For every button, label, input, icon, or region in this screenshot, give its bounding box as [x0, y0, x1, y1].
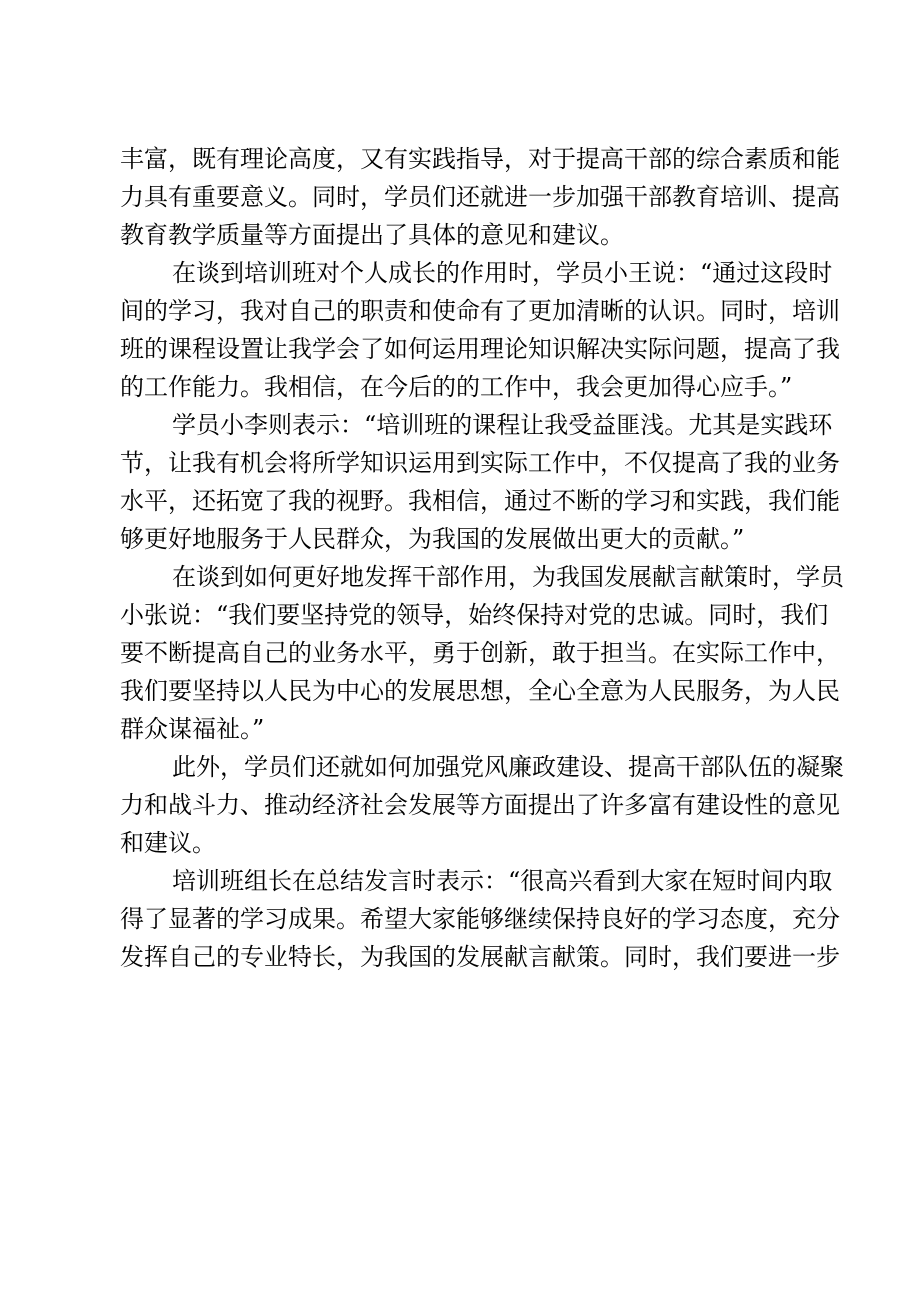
text-line: 间的学习，我对自己的职责和使命有了更加清晰的认识。同时，培训: [120, 297, 840, 325]
text-line: 力具有重要意义。同时，学员们还就进一步加强干部教育培训、提高: [120, 183, 840, 211]
paragraph-first-line: 在谈到培训班对个人成长的作用时，学员小王说：“通过这段时: [172, 259, 833, 287]
paragraph-first-line: 培训班组长在总结发言时表示：“很高兴看到大家在短时间内取: [172, 867, 833, 895]
text-line: 得了显著的学习成果。希望大家能够继续保持良好的学习态度，充分: [120, 905, 840, 933]
text-line: 水平，还拓宽了我的视野。我相信，通过不断的学习和实践，我们能: [120, 487, 840, 515]
text-line: 够更好地服务于人民群众，为我国的发展做出更大的贡献。”: [120, 525, 745, 553]
paragraph-first-line: 在谈到如何更好地发挥干部作用，为我国发展献言献策时，学员: [172, 563, 844, 591]
text-line: 教育教学质量等方面提出了具体的意见和建议。: [120, 221, 624, 249]
text-line: 要不断提高自己的业务水平，勇于创新，敢于担当。在实际工作中，: [120, 639, 840, 667]
text-line: 的工作能力。我相信，在今后的的工作中，我会更加得心应手。”: [120, 373, 793, 401]
text-line: 力和战斗力、推动经济社会发展等方面提出了许多富有建设性的意见: [120, 791, 840, 819]
text-line: 和建议。: [120, 829, 216, 857]
text-line: 节，让我有机会将所学知识运用到实际工作中，不仅提高了我的业务: [120, 449, 840, 477]
paragraph-first-line: 学员小李则表示：“培训班的课程让我受益匪浅。尤其是实践环: [172, 411, 833, 439]
text-line: 小张说：“我们要坚持党的领导，始终保持对党的忠诚。同时，我们: [120, 601, 829, 629]
text-line: 发挥自己的专业特长，为我国的发展献言献策。同时，我们要进一步: [120, 943, 840, 971]
text-line: 丰富，既有理论高度，又有实践指导，对于提高干部的综合素质和能: [120, 145, 840, 173]
text-line: 班的课程设置让我学会了如何运用理论知识解决实际问题，提高了我: [120, 335, 840, 363]
text-line: 我们要坚持以人民为中心的发展思想，全心全意为人民服务，为人民: [120, 677, 840, 705]
document-body: [120, 140, 844, 976]
text-line: 群众谋福祉。”: [120, 715, 265, 743]
paragraph-first-line: 此外，学员们还就如何加强党风廉政建设、提高干部队伍的凝聚: [172, 753, 844, 781]
